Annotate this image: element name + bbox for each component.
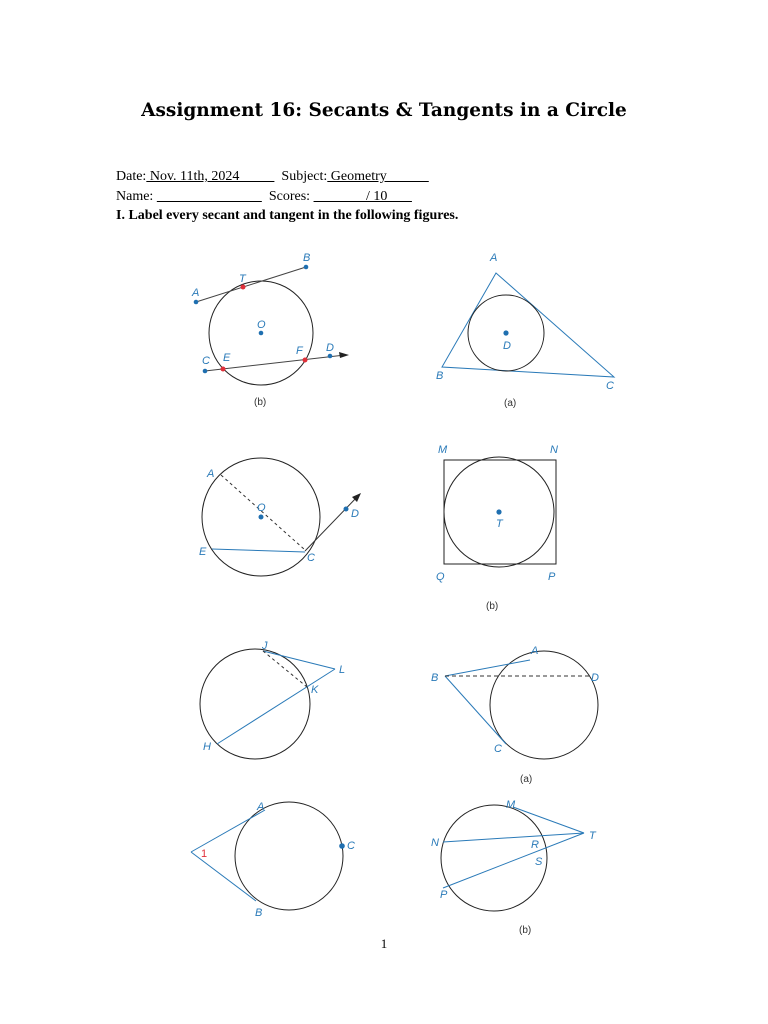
label-d: D [326,342,334,354]
label-s: S [535,856,543,868]
subject-value: Geometry [327,169,429,184]
label-a: A [490,252,498,264]
date-label: Date: [116,169,147,184]
label-t: T [239,273,246,285]
figure-3 [195,455,370,580]
figure-1 [185,245,365,415]
label-c: C [307,552,315,564]
label-c: C [202,355,210,367]
caption: (b) [519,925,532,936]
caption: (b) [486,601,499,612]
name-scores-line [116,173,412,205]
label-c: C [606,380,614,392]
scores-label: Scores: [268,189,311,204]
label-a: A [207,468,215,480]
label-q: Q [436,571,445,583]
label-m: M [438,444,448,456]
label-l: L [339,664,346,676]
label-p: P [440,889,448,901]
page-number: 1 [380,936,388,951]
label-d: D [351,508,359,520]
label-h: H [203,741,211,753]
page-title: Assignment 16: Secants & Tangents in a Circle [141,100,627,121]
figure-2 [430,245,620,410]
name-label: Name: [116,189,154,204]
scores-value: / 10 [313,189,412,204]
label-d: D [503,340,511,352]
name-value [157,189,262,204]
label-n: N [550,444,558,456]
label-k: K [311,684,319,696]
label-p: P [548,571,556,583]
label-a: A [192,287,200,299]
caption: (a) [504,398,517,409]
figure-5 [195,638,355,758]
label-t: T [496,518,503,530]
label-f: F [296,345,303,357]
figure-7 [185,795,365,925]
figure-6 [428,640,608,785]
label-r: R [531,839,539,851]
angle-1-label: 1 [201,848,208,860]
label-b: B [431,672,439,684]
label-e: E [199,546,207,558]
label-m: M [506,799,516,811]
caption: (a) [520,774,533,785]
label-e: E [223,352,231,364]
label-a: A [257,801,265,813]
label-n: N [431,837,439,849]
label-d: D [591,672,599,684]
label-b: B [255,907,263,919]
label-j: J [262,640,268,652]
label-b: B [436,370,444,382]
label-a: A [531,645,539,657]
date-value: Nov. 11th, 2024 [146,169,275,184]
label-c: C [347,840,355,852]
label-o: O [257,502,266,514]
label-b: B [303,252,311,264]
label-t: T [589,830,596,842]
section-heading: I. Label every secant and tangent in the following figures. [116,208,459,223]
caption: (b) [254,397,267,408]
figure-8 [428,795,608,940]
label-o: O [257,319,266,331]
label-c: C [494,743,502,755]
subject-label: Subject: [281,169,328,184]
figure-4 [430,438,570,618]
